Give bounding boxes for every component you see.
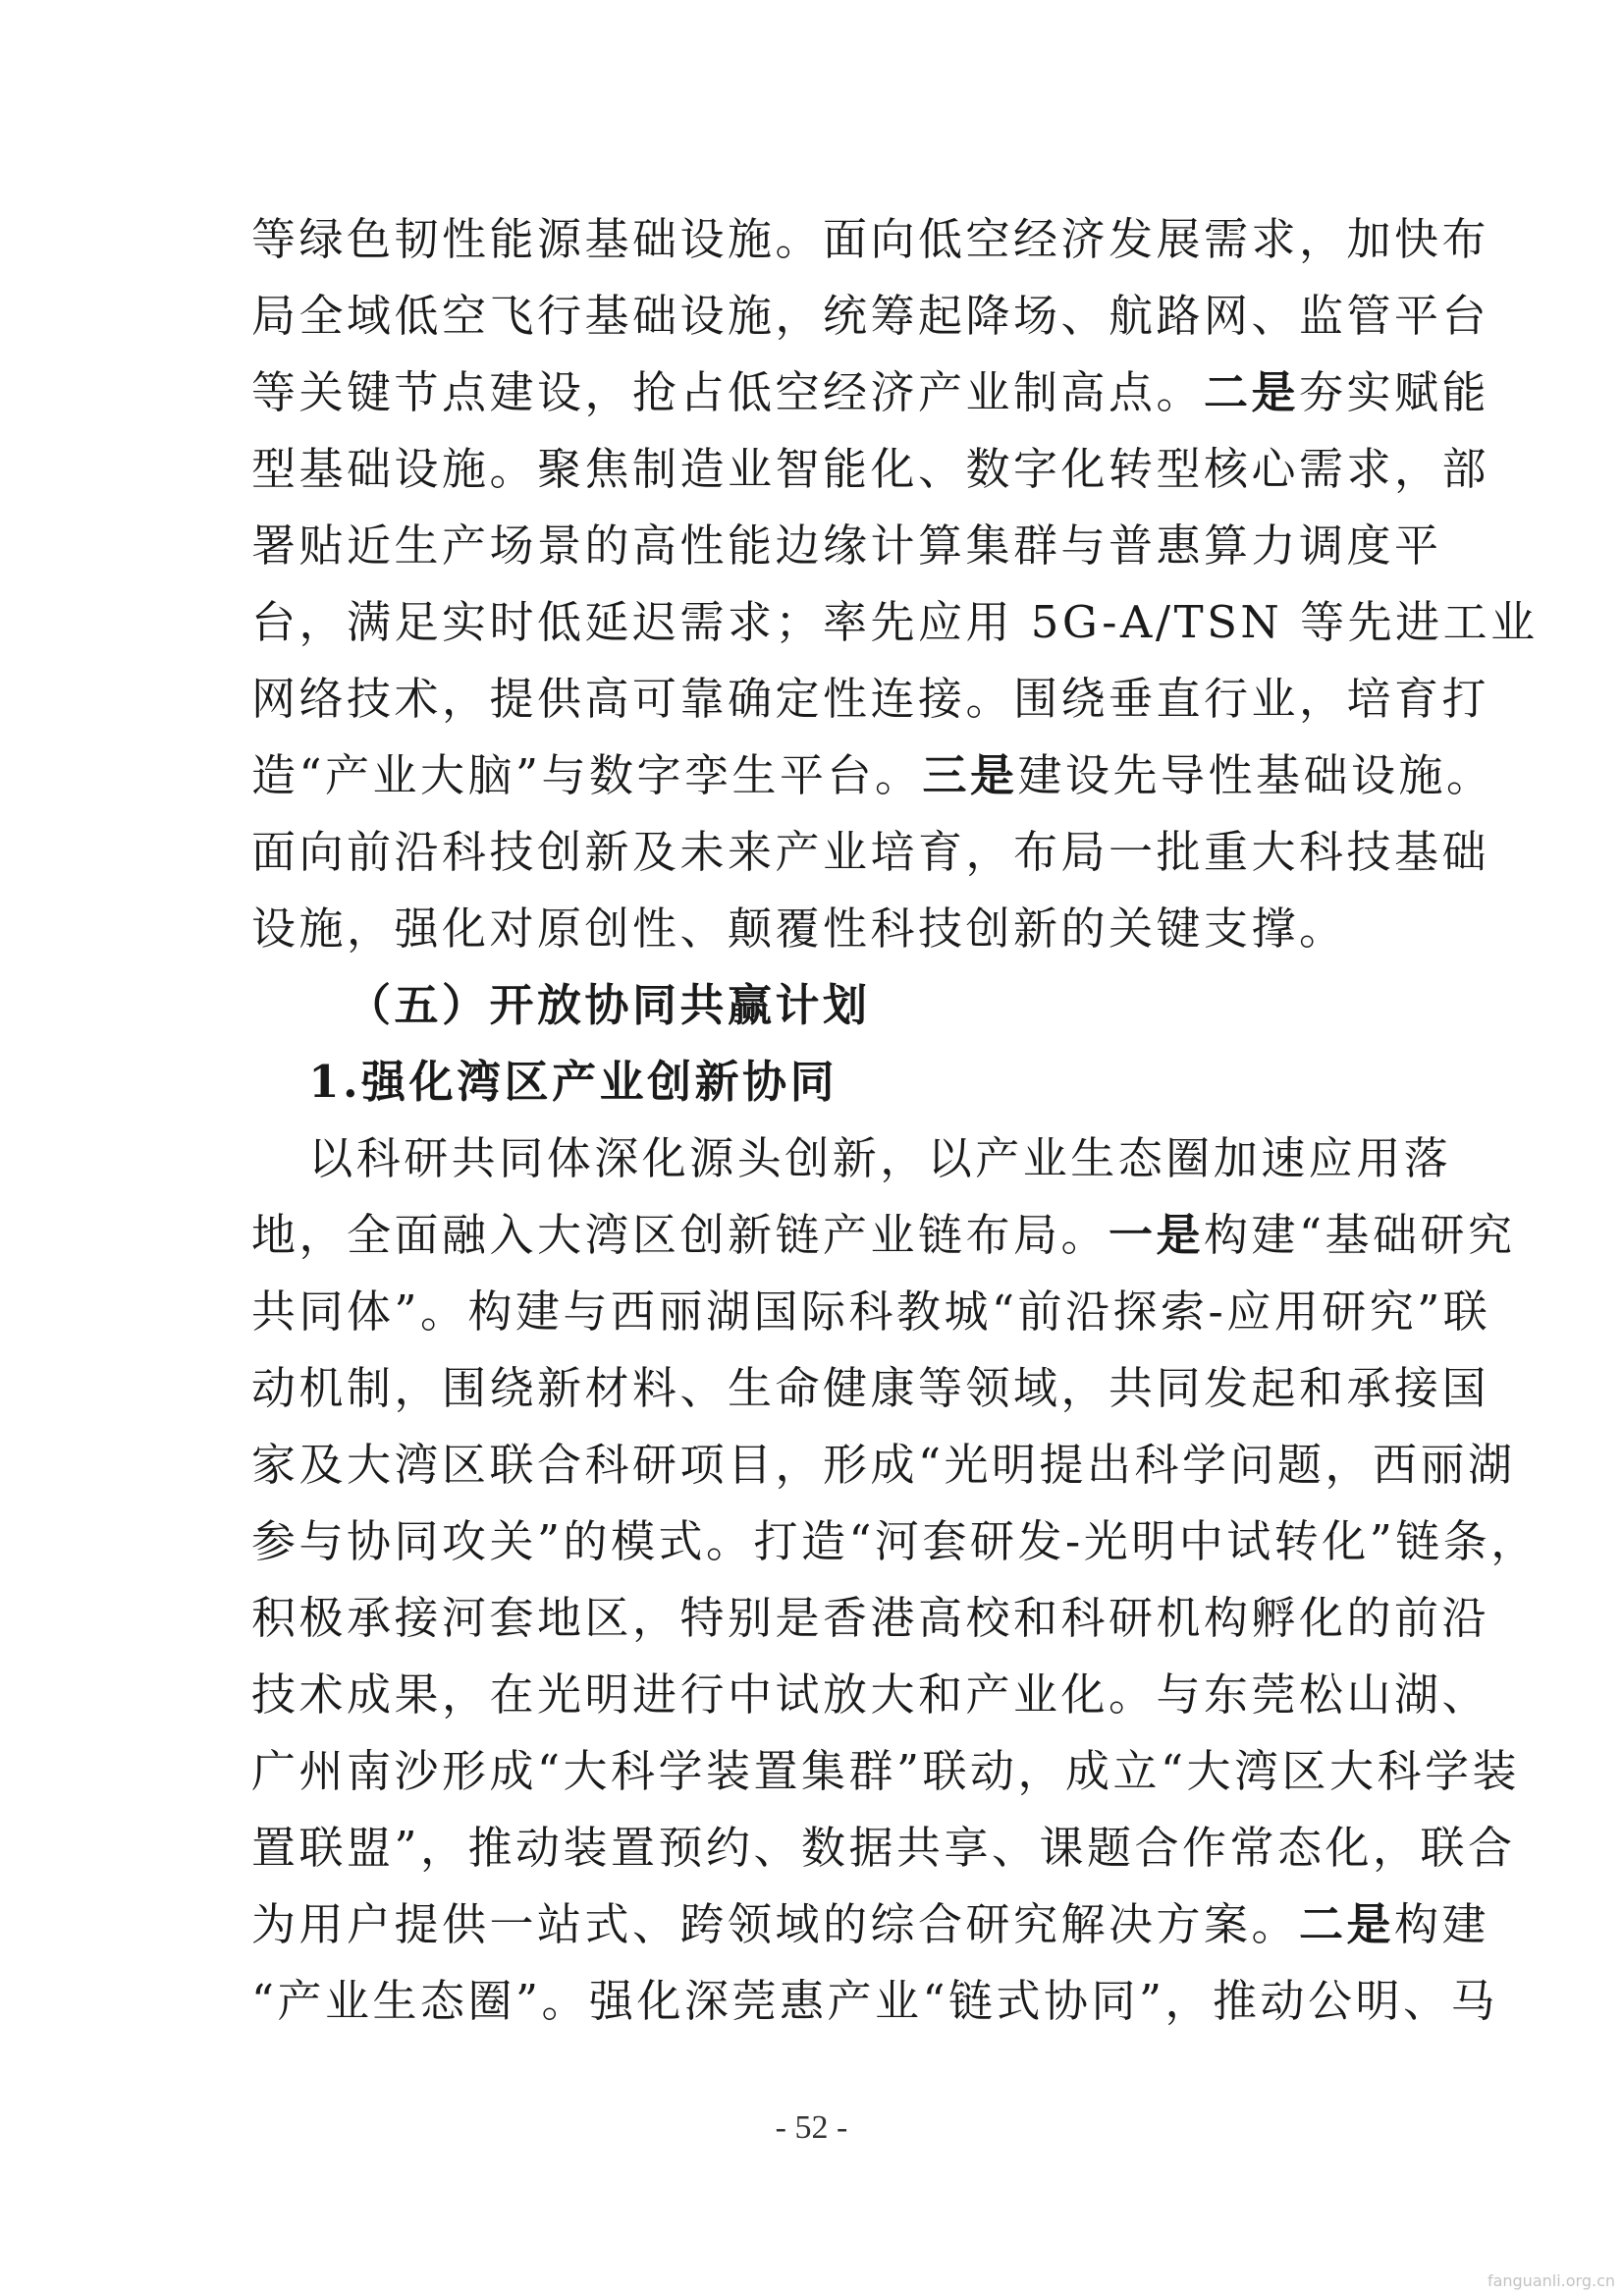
text-segment: 面向前沿科技创新及未来产业培育，布局一批重大科技基础: [251, 826, 1490, 878]
emphasis-text: 二是: [1204, 366, 1300, 418]
text-segment: 地，全面融入大湾区创新链产业链布局。: [251, 1209, 1109, 1261]
watermark: fanguanli.org.cn: [1487, 2271, 1615, 2290]
body-text: [251, 201, 1539, 2040]
text-line: [251, 1197, 1516, 1274]
text-segment: 夯实赋能: [1299, 366, 1490, 418]
text-segment: 技术成果，在光明进行中试放大和产业化。与东莞松山湖、: [251, 1668, 1490, 1721]
section-heading: [251, 967, 1390, 1044]
text-line: [251, 1274, 1491, 1350]
text-segment: 等关键节点建设，抢占低空经济产业制高点。: [251, 366, 1205, 418]
text-line: [251, 278, 1490, 355]
text-segment: 积极承接河套地区，特别是香港高校和科研机构孵化的前沿: [251, 1592, 1490, 1644]
text-segment: 共同体”。构建与西丽湖国际科教城“前沿探索-应用研究”联: [251, 1285, 1491, 1338]
text-line: [251, 584, 1539, 661]
emphasis-text: 一是: [1109, 1209, 1205, 1261]
text-segment: 1.强化湾区产业创新协同: [308, 1056, 839, 1108]
text-line: [251, 661, 1490, 738]
text-segment: 以科研共同体深化源头创新，以产业生态圈加速应用落: [308, 1132, 1452, 1184]
text-segment: 建设先导性基础设施。: [1017, 749, 1494, 801]
text-line: [251, 738, 1494, 814]
text-segment: 家及大湾区联合科研项目，形成“光明提出科学问题，西丽湖: [251, 1439, 1516, 1491]
text-line: [251, 1657, 1490, 1733]
text-line: [251, 1733, 1521, 1810]
text-segment: 署贴近生产场景的高性能边缘计算集群与普惠算力调度平: [251, 519, 1442, 572]
text-segment: 局全域低空飞行基础设施，统筹起降场、航路网、监管平台: [251, 290, 1490, 342]
text-line: [251, 891, 1390, 967]
text-segment: 构建: [1394, 1898, 1490, 1950]
text-segment: 广州南沙形成“大科学装置集群”联动，成立“大湾区大科学装: [251, 1745, 1521, 1797]
text-segment: 网络技术，提供高可靠确定性连接。围绕垂直行业，培育打: [251, 673, 1490, 725]
text-line: [251, 1427, 1516, 1503]
text-line: [251, 1503, 1539, 1580]
text-line: [251, 1121, 1452, 1197]
text-line: [251, 1580, 1490, 1657]
page-number: - 52 -: [775, 2109, 848, 2146]
text-segment: “产业生态圈”。强化深莞惠产业“链式协同”，推动公明、马: [251, 1975, 1499, 2027]
section-heading: [251, 1044, 1390, 1121]
text-segment: 为用户提供一站式、跨领域的综合研究解决方案。: [251, 1898, 1300, 1950]
text-segment: 造“产业大脑”与数字孪生平台。: [251, 749, 923, 801]
text-segment: 置联盟”，推动装置预约、数据共享、课题合作常态化，联合: [251, 1822, 1516, 1874]
text-segment: 等绿色韧性能源基础设施。面向低空经济发展需求，加快布: [251, 213, 1490, 265]
text-segment: 构建“基础研究: [1204, 1209, 1516, 1261]
text-segment: 台，满足实时低延迟需求；率先应用 5G-A/TSN 等先进工业: [251, 596, 1539, 648]
text-line: [251, 355, 1490, 431]
text-segment: （五）开放协同共赢计划: [347, 979, 871, 1031]
emphasis-text: 三是: [922, 749, 1018, 801]
text-line: [251, 431, 1490, 508]
emphasis-text: 二是: [1299, 1898, 1395, 1950]
text-line: [251, 1886, 1490, 1963]
text-line: [251, 814, 1490, 891]
text-segment: 型基础设施。聚焦制造业智能化、数字化转型核心需求，部: [251, 443, 1490, 495]
text-line: [251, 508, 1442, 584]
text-segment: 参与协同攻关”的模式。打造“河套研发-光明中试转化”链条，: [251, 1515, 1539, 1567]
text-line: [251, 1963, 1499, 2040]
text-segment: 设施，强化对原创性、颠覆性科技创新的关键支撑。: [251, 902, 1347, 955]
text-line: [251, 1810, 1516, 1886]
text-line: [251, 201, 1490, 278]
text-segment: 动机制，围绕新材料、生命健康等领域，共同发起和承接国: [251, 1362, 1490, 1414]
text-line: [251, 1350, 1490, 1427]
